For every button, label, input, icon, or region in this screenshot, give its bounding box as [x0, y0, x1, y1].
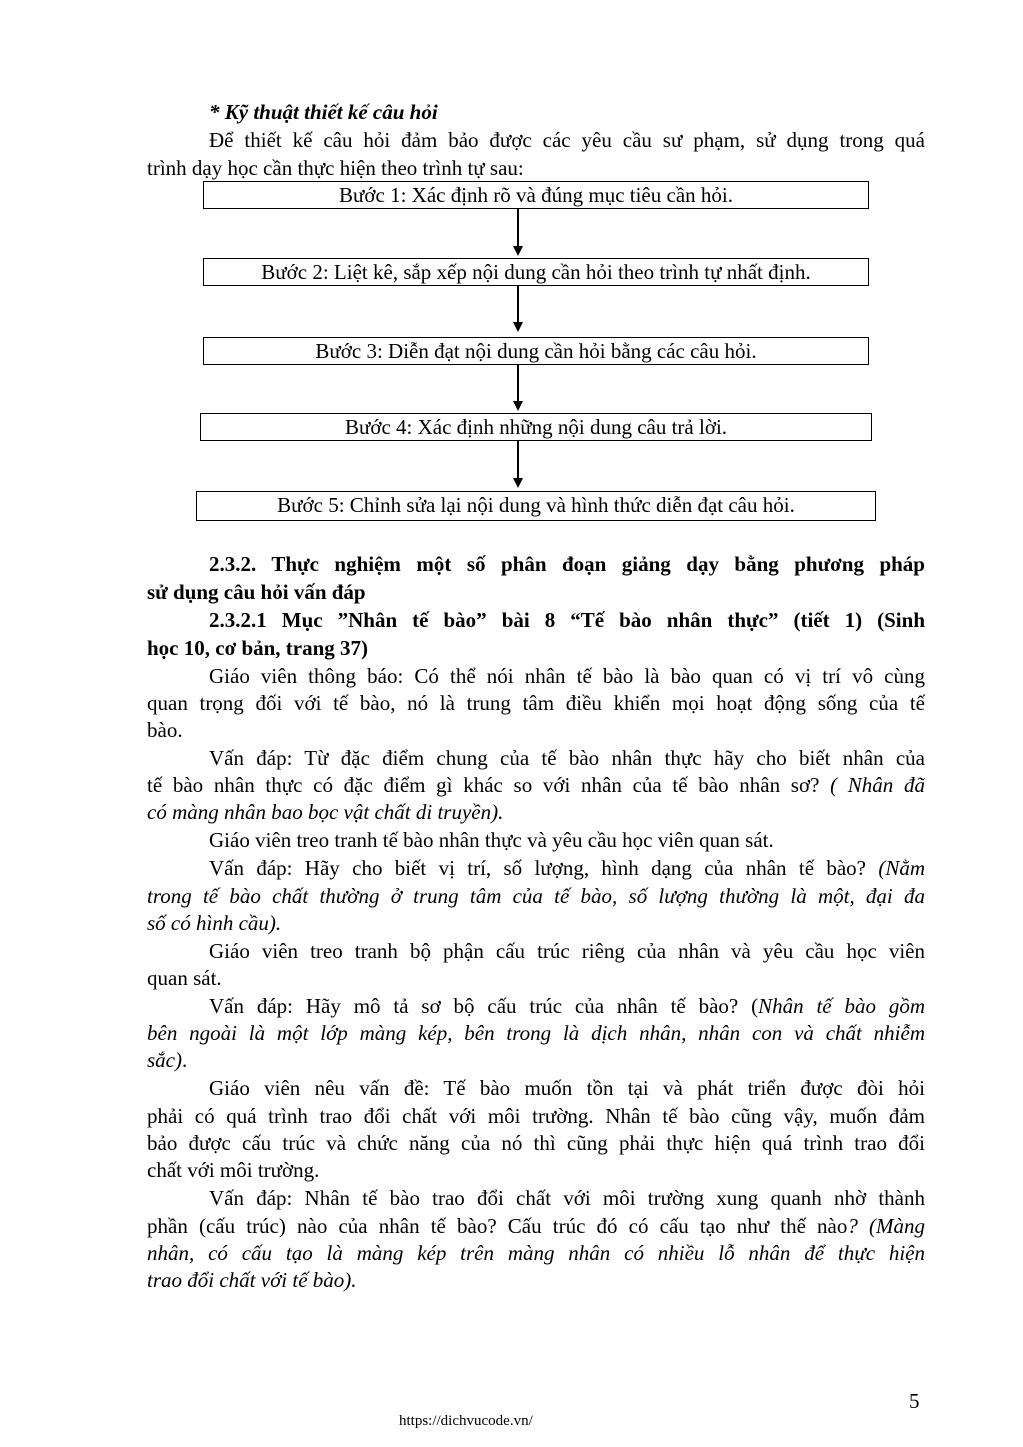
step-2-box: Bước 2: Liệt kê, sắp xếp nội dung cần hỏi theo trình tự nhất định.: [203, 258, 869, 286]
paragraph-line: Vấn đáp: Hãy cho biết vị trí, số lượng, hình dạng của nhân tế bào? (Nằm: [209, 856, 925, 880]
paragraph-line: phần (cấu trúc) nào của nhân tế bào? Cấu trúc đó có cấu tạo như thế nào? (Màng: [147, 1214, 925, 1238]
intro-line-1: Để thiết kế câu hỏi đảm bảo được các yêu cầu sư phạm, sử dụng trong quá: [209, 128, 925, 152]
paragraph-line: Giáo viên thông báo: Có thể nói nhân tế bào là bào quan có vị trí vô cùng: [209, 664, 925, 688]
paragraph-line: Giáo viên treo tranh bộ phận cấu trúc riêng của nhân và yêu cầu học viên: [209, 939, 925, 963]
footer-url[interactable]: https://dichvucode.vn/: [399, 1413, 533, 1429]
answer-line: trao đổi chất với tế bào).: [147, 1268, 357, 1292]
answer-line: bên ngoài là một lớp màng kép, bên trong là dịch nhân, nhân con và chất nhiễm: [147, 1021, 925, 1045]
subsection-title-line-1: 2.3.2.1 Mục ”Nhân tế bào” bài 8 “Tế bào nhân thực” (tiết 1) (Sinh: [209, 608, 925, 632]
paragraph-line: Vấn đáp: Hãy mô tả sơ bộ cấu trúc của nhân tế bào? (Nhân tế bào gồm: [209, 994, 926, 1018]
paragraph-line: bảo được cấu trúc và chức năng của nó thì cũng phải thực hiện quá trình trao đổi: [147, 1131, 925, 1155]
arrow-down-icon: [513, 440, 523, 488]
paragraph-line: quan trọng đối với tế bào, nó là trung tâm điều khiển mọi hoạt động sống của tế: [147, 691, 925, 715]
answer-line: số có hình cầu).: [147, 911, 282, 935]
technique-heading: * Kỹ thuật thiết kế câu hỏi: [209, 100, 438, 124]
answer-line: có màng nhân bao bọc vật chất di truyền).: [147, 800, 504, 824]
step-1-box: Bước 1: Xác định rõ và đúng mục tiêu cần hỏi.: [203, 181, 869, 209]
paragraph-line: tế bào nhân thực có đặc điểm gì khác so với nhân của tế bào nhân sơ? ( Nhân đã: [147, 773, 926, 797]
section-title-line-2: sử dụng câu hỏi vấn đáp: [147, 580, 366, 604]
paragraph-line: phải có quá trình trao đổi chất với môi trường. Nhân tế bào cũng vậy, muốn đảm: [147, 1104, 925, 1128]
paragraph-line: Vấn đáp: Nhân tế bào trao đổi chất với môi trường xung quanh nhờ thành: [209, 1186, 925, 1210]
paragraph-line: Giáo viên nêu vấn đề: Tế bào muốn tồn tại và phát triển được đòi hỏi: [209, 1076, 925, 1100]
arrow-down-icon: [513, 208, 523, 256]
paragraph-line: Giáo viên treo tranh tế bào nhân thực và yêu cầu học viên quan sát.: [209, 828, 774, 852]
arrow-down-icon: [513, 364, 523, 411]
answer-line: trong tế bào chất thường ở trung tâm của tế bào, số lượng thường là một, đại đa: [147, 884, 925, 908]
arrow-down-icon: [513, 285, 523, 332]
answer-line: sắc).: [147, 1048, 188, 1072]
paragraph-line: chất với môi trường.: [147, 1158, 320, 1182]
intro-line-2: trình dạy học cần thực hiện theo trình tự sau:: [147, 156, 524, 180]
paragraph-line: quan sát.: [147, 966, 222, 990]
subsection-title-line-2: học 10, cơ bản, trang 37): [147, 636, 369, 660]
step-4-box: Bước 4: Xác định những nội dung câu trả lời.: [200, 413, 872, 441]
step-3-box: Bước 3: Diễn đạt nội dung cần hỏi bằng các câu hỏi.: [203, 337, 869, 365]
step-5-box: Bước 5: Chỉnh sửa lại nội dung và hình thức diễn đạt câu hỏi.: [196, 491, 876, 521]
answer-line: nhân, có cấu tạo là màng kép trên màng nhân có nhiều lỗ nhân để thực hiện: [147, 1241, 925, 1265]
section-title-line-1: 2.3.2. Thực nghiệm một số phân đoạn giảng dạy bằng phương pháp: [209, 552, 925, 576]
paragraph-line: bào.: [147, 718, 183, 742]
page-number: 5: [909, 1389, 920, 1413]
paragraph-line: Vấn đáp: Từ đặc điểm chung của tế bào nhân thực hãy cho biết nhân của: [209, 746, 925, 770]
